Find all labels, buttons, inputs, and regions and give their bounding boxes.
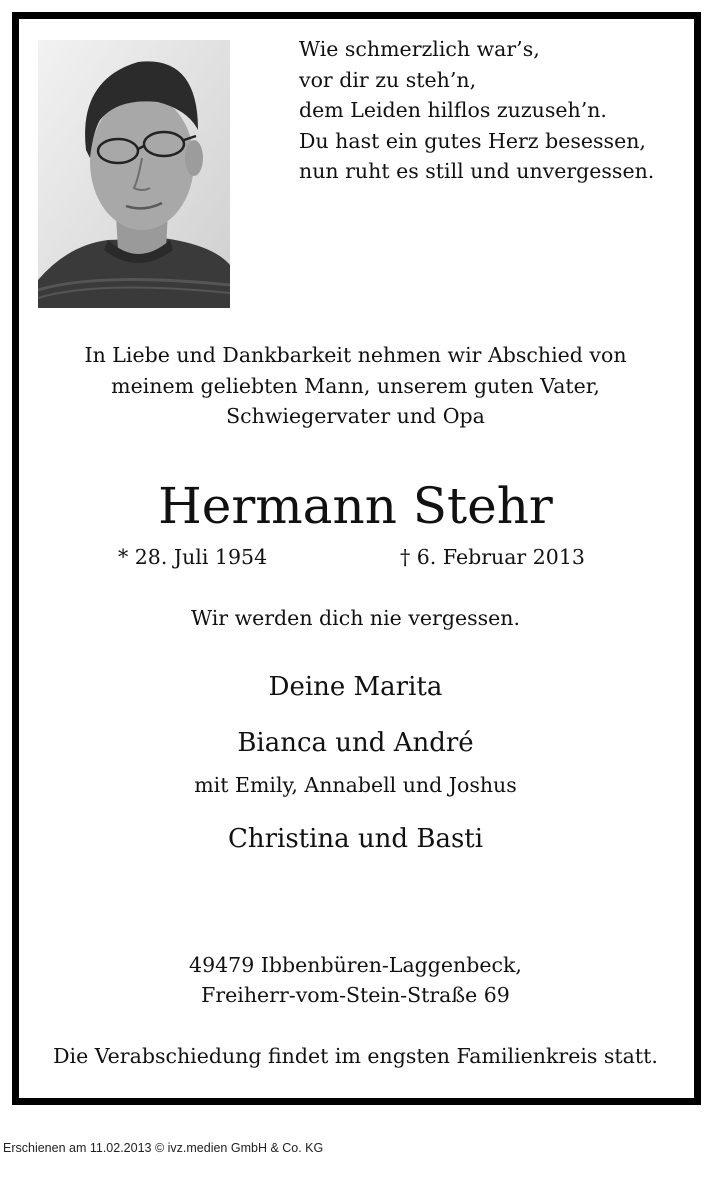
- mourner-line: Bianca und André: [237, 728, 474, 758]
- portrait-illustration: [38, 40, 230, 308]
- deceased-name: Hermann Stehr: [158, 477, 553, 535]
- motto: Wir werden dich nie vergessen.: [191, 606, 520, 630]
- farewell-note: Die Verabschiedung findet im engsten Familienkreis statt.: [53, 1044, 658, 1068]
- address-line: 49479 Ibbenbüren-Laggenbeck,: [189, 953, 522, 977]
- intro-line: Schwiegervater und Opa: [226, 404, 485, 428]
- address-line: Freiherr-vom-Stein-Straße 69: [201, 983, 510, 1007]
- poem-line: Du hast ein gutes Herz besessen,: [299, 128, 646, 153]
- publication-footer: Erschienen am 11.02.2013 © ivz.medien GmbH & Co. KG: [3, 1141, 324, 1155]
- intro-line: In Liebe und Dankbarkeit nehmen wir Abschied von: [84, 343, 627, 367]
- poem: [299, 34, 699, 187]
- intro-text: [0, 340, 711, 432]
- poem-line: Wie schmerzlich war’s,: [299, 37, 540, 61]
- death-date: † 6. Februar 2013: [400, 545, 585, 569]
- mourner-subline: mit Emily, Annabell und Joshus: [194, 773, 517, 797]
- portrait-photo: [38, 40, 230, 308]
- birth-date: * 28. Juli 1954: [118, 545, 268, 569]
- mourner-line: Deine Marita: [268, 672, 443, 702]
- poem-line: dem Leiden hilflos zuzuseh’n.: [299, 98, 607, 122]
- mourner-line: Christina und Basti: [227, 824, 484, 854]
- poem-line: vor dir zu steh’n,: [299, 67, 477, 92]
- intro-line: meinem geliebten Mann, unserem guten Vater,: [111, 373, 600, 398]
- poem-line: nun ruht es still und unvergessen.: [299, 159, 655, 183]
